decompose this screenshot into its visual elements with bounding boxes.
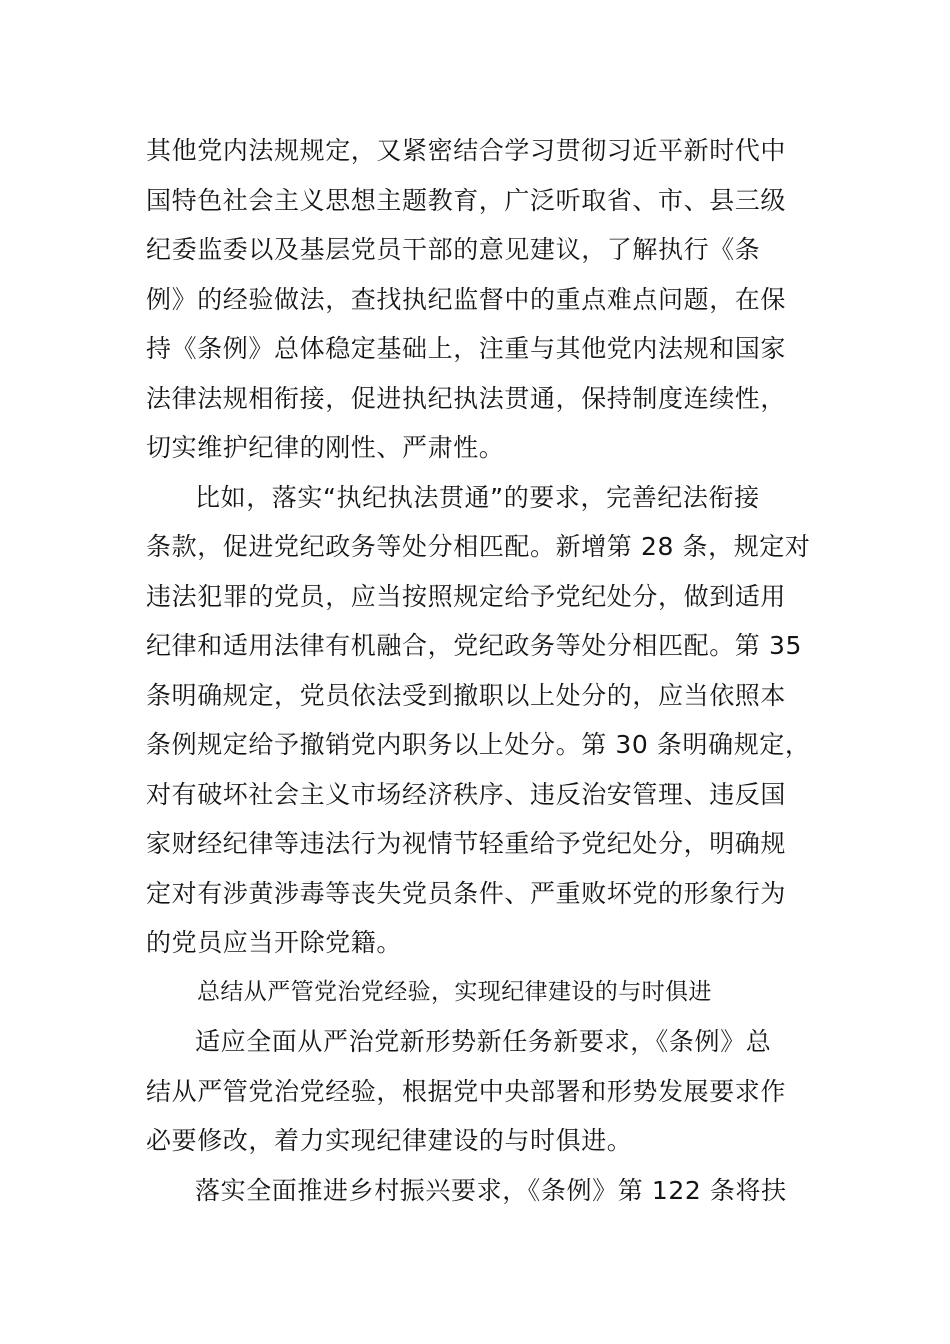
text-line: 家财经纪律等违法行为视情节轻重给予党纪处分，明确规 <box>146 829 787 858</box>
section-heading: 总结从严管党治党经验，实现纪律建设的与时俱进 <box>197 978 712 1005</box>
text-line: 定对有涉黄涉毒等丧失党员条件、严重败坏党的形象行为 <box>146 878 787 908</box>
body-text <box>146 126 826 1215</box>
paragraph-first-line: 适应全面从严治党新形势新任务新要求，《条例》总 <box>195 1027 772 1056</box>
text-line: 条例规定给予撤销党内职务以上处分。第 30 条明确规定， <box>146 730 811 759</box>
text-line: 法律法规相衔接，促进执纪执法贯通，保持制度连续性， <box>146 383 787 413</box>
text-line: 的党员应当开除党籍。 <box>146 928 403 957</box>
text-line: 条款，促进党纪政务等处分相匹配。新增第 28 条，规定对 <box>146 532 811 561</box>
text-line: 违法犯罪的党员，应当按照规定给予党纪处分，做到适用 <box>146 581 787 611</box>
text-line: 必要修改，着力实现纪律建设的与时俱进。 <box>146 1126 633 1155</box>
text-line: 例》的经验做法，查找执纪监督中的重点难点问题，在保 <box>146 284 787 314</box>
text-line: 对有破坏社会主义市场经济秩序、违反治安管理、违反国 <box>146 779 787 809</box>
text-line: 持《条例》总体稳定基础上，注重与其他党内法规和国家 <box>146 334 787 363</box>
text-line: 结从严管党治党经验，根据党中央部署和形势发展要求作 <box>146 1076 787 1106</box>
text-line: 国特色社会主义思想主题教育，广泛听取省、市、县三级 <box>146 185 787 215</box>
paragraph-first-line: 落实全面推进乡村振兴要求，《条例》第 122 条将扶 <box>195 1175 787 1205</box>
text-line: 其他党内法规规定，又紧密结合学习贯彻习近平新时代中 <box>146 136 787 165</box>
paragraph-first-line: 比如，落实“执纪执法贯通”的要求，完善纪法衔接 <box>195 482 760 512</box>
text-line: 纪委监委以及基层党员干部的意见建议，了解执行《条 <box>146 235 761 264</box>
text-line: 纪律和适用法律有机融合，党纪政务等处分相匹配。第 35 <box>146 631 802 660</box>
text-line: 切实维护纪律的刚性、严肃性。 <box>146 433 505 462</box>
text-line: 条明确规定，党员依法受到撤职以上处分的，应当依照本 <box>146 680 787 710</box>
